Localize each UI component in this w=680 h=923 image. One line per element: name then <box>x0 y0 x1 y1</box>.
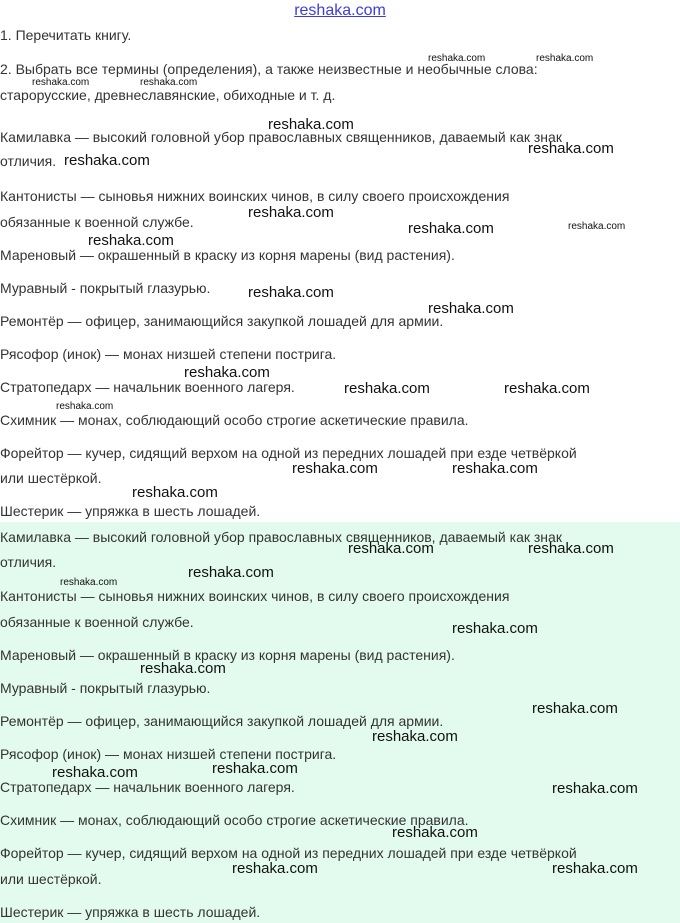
watermark: reshaka.com <box>64 152 150 169</box>
glossary-line: Стратопедарх — начальник военного лагеря. <box>0 379 295 395</box>
watermark: reshaka.com <box>268 116 354 133</box>
watermark: reshaka.com <box>344 380 430 397</box>
site-link[interactable]: reshaka.com <box>294 2 386 19</box>
glossary-line: Камилавка — высокий головной убор православных священников, даваемый как знак <box>0 129 562 145</box>
watermark: reshaka.com <box>248 204 334 221</box>
glossary-line: Мареновый — окрашенный в краску из корня марены (вид растения). <box>0 247 455 263</box>
glossary-line: Ремонтёр — офицер, занимающийся закупкой лошадей для армии. <box>0 313 444 329</box>
glossary-line: Шестерик — упряжка в шесть лошадей. <box>0 503 261 519</box>
answer-line: Мареновый — окрашенный в краску из корня марены (вид растения). <box>0 647 455 663</box>
watermark: reshaka.com <box>392 824 478 841</box>
watermark: reshaka.com <box>212 760 298 777</box>
watermark: reshaka.com <box>88 232 174 249</box>
watermark: reshaka.com <box>532 700 618 717</box>
glossary-line: Форейтор — кучер, сидящий верхом на одной из передних лошадей при езде четвёркой <box>0 445 577 461</box>
task-line: старорусские, древнеславянские, обиходные и т. д. <box>0 87 336 103</box>
answer-line: обязанные к военной службе. <box>0 614 194 630</box>
watermark: reshaka.com <box>528 140 614 157</box>
answer-line: или шестёркой. <box>0 871 102 887</box>
answer-line: Стратопедарх — начальник военного лагеря. <box>0 779 295 795</box>
watermark: reshaka.com <box>348 540 434 557</box>
answer-line: отличия. <box>0 554 57 570</box>
watermark: reshaka.com <box>232 860 318 877</box>
answer-line: Кантонисты — сыновья нижних воинских чинов, в силу своего происхождения <box>0 588 510 604</box>
watermark: reshaka.com <box>184 364 270 381</box>
watermark: reshaka.com <box>528 540 614 557</box>
watermark: reshaka.com <box>452 620 538 637</box>
task-line: 2. Выбрать все термины (определения), а также неизвестные и необычные слова: <box>0 61 538 77</box>
answer-line: Муравный - покрытый глазурью. <box>0 680 211 696</box>
watermark: reshaka.com <box>568 221 626 232</box>
glossary-line: Схимник — монах, соблюдающий особо строгие аскетические правила. <box>0 412 469 428</box>
task-line: 1. Перечитать книгу. <box>0 27 132 43</box>
glossary-line: обязанные к военной службе. <box>0 214 194 230</box>
watermark: reshaka.com <box>536 53 594 64</box>
watermark: reshaka.com <box>188 564 274 581</box>
answer-line: Схимник — монах, соблюдающий особо строгие аскетические правила. <box>0 812 469 828</box>
glossary-line: отличия. <box>0 153 57 169</box>
watermark: reshaka.com <box>140 660 226 677</box>
answer-line: Шестерик — упряжка в шесть лошадей. <box>0 904 261 920</box>
watermark: reshaka.com <box>32 77 90 88</box>
watermark: reshaka.com <box>132 484 218 501</box>
watermark: reshaka.com <box>428 53 486 64</box>
watermark: reshaka.com <box>552 860 638 877</box>
glossary-line: Рясофор (инок) — монах низшей степени пострига. <box>0 346 337 362</box>
glossary-line: или шестёркой. <box>0 470 102 486</box>
watermark: reshaka.com <box>140 77 198 88</box>
watermark: reshaka.com <box>372 728 458 745</box>
answer-line: Рясофор (инок) — монах низшей степени пострига. <box>0 746 337 762</box>
watermark: reshaka.com <box>428 300 514 317</box>
glossary-line: Муравный - покрытый глазурью. <box>0 280 211 296</box>
watermark: reshaka.com <box>408 220 494 237</box>
watermark: reshaka.com <box>56 401 114 412</box>
answer-line: Камилавка — высокий головной убор православных священников, даваемый как знак <box>0 529 562 545</box>
watermark: reshaka.com <box>52 764 138 781</box>
watermark: reshaka.com <box>504 380 590 397</box>
glossary-line: Кантонисты — сыновья нижних воинских чинов, в силу своего происхождения <box>0 188 510 204</box>
watermark: reshaka.com <box>248 284 334 301</box>
watermark: reshaka.com <box>60 577 118 588</box>
answer-line: Ремонтёр — офицер, занимающийся закупкой лошадей для армии. <box>0 713 444 729</box>
answer-line: Форейтор — кучер, сидящий верхом на одной из передних лошадей при езде четвёркой <box>0 845 577 861</box>
watermark: reshaka.com <box>552 780 638 797</box>
watermark: reshaka.com <box>452 460 538 477</box>
watermark: reshaka.com <box>292 460 378 477</box>
